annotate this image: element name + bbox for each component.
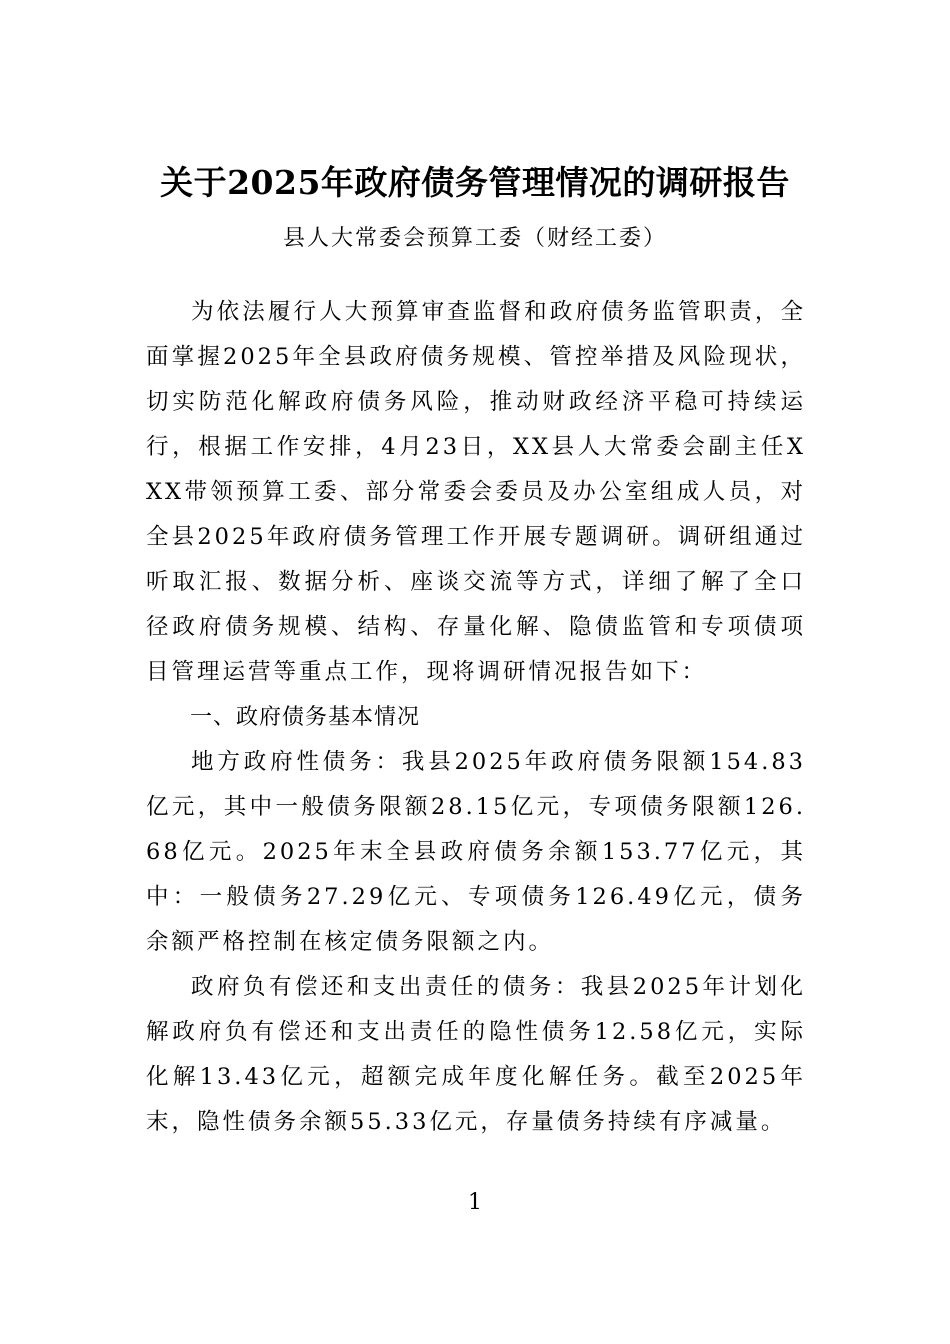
page-number: 1 — [468, 1190, 482, 1215]
document-body — [146, 290, 806, 1145]
hidden-debt-paragraph: 政府负有偿还和支出责任的债务：我县2025年计划化解政府负有偿还和支出责任的隐性债务12.58亿元，实际化解13.43亿元，超额完成年度化解任务。截至2025年末，隐性债务余额55.33亿元，存量债务持续有序减量。 — [146, 974, 806, 1135]
document-title: 关于2025年政府债务管理情况的调研报告 — [160, 163, 790, 202]
document-subtitle: 县人大常委会预算工委（财经工委） — [282, 226, 667, 251]
section-heading: 一、政府债务基本情况 — [190, 705, 421, 730]
intro-paragraph: 为依法履行人大预算审查监督和政府债务监管职责，全面掌握2025年全县政府债务规模、管控举措及风险现状，切实防范化解政府债务风险，推动财政经济平稳可持续运行，根据工作安排，4月23日，XX县人大常委会副主任XXX带领预算工委、部分常委会委员及办公室组成人员，对全县2025年政府债务管理工作开展专题调研。调研组通过听取汇报、数据分析、座谈交流等方式，详细了解了全口径政府债务规模、结构、存量化解、隐债监管和专项债项目管理运营等重点工作，现将调研情况报告如下： — [146, 299, 806, 685]
local-debt-paragraph: 地方政府性债务：我县2025年政府债务限额154.83亿元，其中一般债务限额28.15亿元，专项债务限额126.68亿元。2025年末全县政府债务余额153.77亿元，其中：一般债务27.29亿元、专项债务126.49亿元，债务余额严格控制在核定债务限额之内。 — [146, 749, 806, 955]
